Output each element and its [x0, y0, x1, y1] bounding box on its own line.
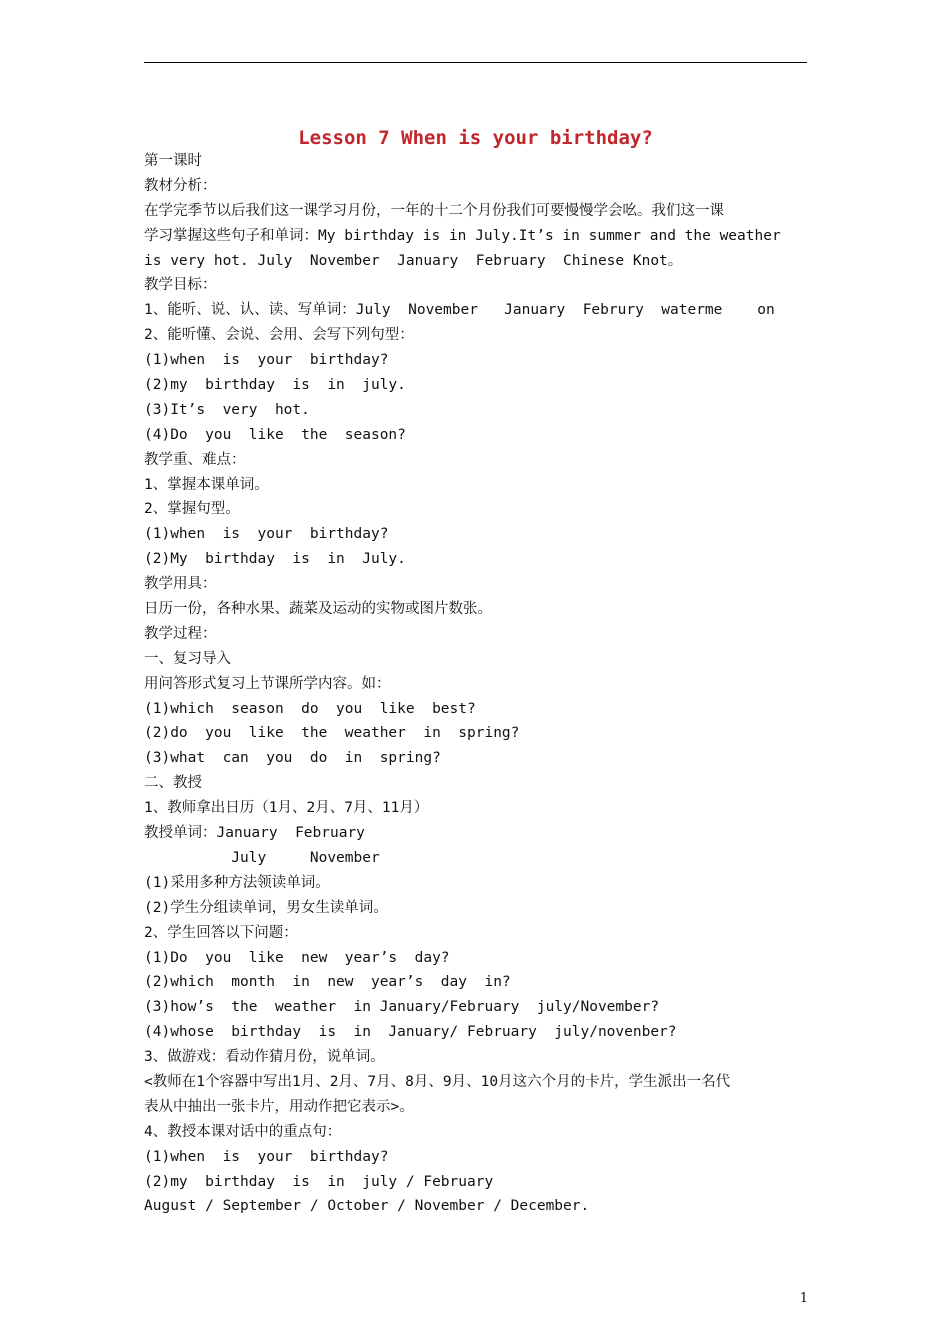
- text-line: 2、能听懂、会说、会用、会写下列句型：: [144, 327, 414, 344]
- text-line: 第一课时: [144, 153, 202, 169]
- text-line: 一、复习导入: [144, 650, 231, 667]
- text-line: (1)which season do you like best?: [144, 700, 476, 717]
- text-line: 教学重、难点：: [144, 451, 246, 468]
- text-line: (1)when is your birthday?: [144, 352, 389, 369]
- text-line: (2)学生分组读单词，男女生读单词。: [144, 899, 388, 916]
- text-line: August / September / October / November / December.: [144, 1198, 590, 1215]
- text-line: (2)my birthday is in july.: [144, 377, 406, 394]
- text-line: 1、教师拿出日历（1月、2月、7月、11月）: [144, 800, 429, 817]
- text-line: (1)when is your birthday?: [144, 1148, 389, 1165]
- lesson-body: [144, 149, 807, 1219]
- text-line: 教材分析：: [144, 177, 217, 194]
- text-line: 教学目标：: [144, 277, 217, 294]
- text-line: 在学完季节以后我们这一课学习月份，一年的十二个月份我们可要慢慢学会吆。我们这一课: [144, 202, 724, 219]
- text-line: (3)It’s very hot.: [144, 401, 310, 418]
- page-number: 1: [799, 1291, 808, 1306]
- text-line: 2、学生回答以下问题：: [144, 924, 298, 941]
- text-line: (2)my birthday is in july / February: [144, 1173, 494, 1190]
- text-line: 1、掌握本课单词。: [144, 476, 269, 493]
- text-line: (1)when is your birthday?: [144, 526, 389, 543]
- text-line: 2、掌握句型。: [144, 501, 240, 518]
- text-line: 日历一份，各种水果、蔬菜及运动的实物或图片数张。: [144, 601, 492, 618]
- text-line: 4、教授本课对话中的重点句：: [144, 1123, 342, 1140]
- text-line: (1)Do you like new year’s day?: [144, 949, 450, 966]
- text-line: is very hot. July November January February Chinese Knot。: [144, 252, 683, 269]
- text-line: (1)采用多种方法领读单词。: [144, 874, 330, 891]
- text-line: 表从中抽出一张卡片，用动作把它表示>。: [144, 1098, 414, 1115]
- header-rule: [144, 62, 807, 63]
- text-line: (2)do you like the weather in spring?: [144, 725, 520, 742]
- text-line: (4)whose birthday is in January/ February july/novenber?: [144, 1024, 677, 1041]
- text-line: (3)how’s the weather in January/February july/November?: [144, 999, 660, 1016]
- text-line: 教授单词：January February: [144, 825, 365, 842]
- text-line: <教师在1个容器中写出1月、2月、7月、8月、9月、10月这六个月的卡片，学生派出一名代: [144, 1073, 731, 1090]
- text-line: (3)what can you do in spring?: [144, 750, 441, 767]
- text-line: 用问答形式复习上节课所学内容。如：: [144, 675, 391, 692]
- text-line: 二、教授: [144, 775, 202, 792]
- text-line: 教学过程：: [144, 625, 217, 642]
- text-line: (4)Do you like the season?: [144, 426, 406, 443]
- text-line: 3、做游戏：看动作猜月份，说单词。: [144, 1049, 385, 1066]
- lesson-title: Lesson 7 When is your birthday?: [298, 127, 653, 149]
- text-line: 教学用具：: [144, 576, 217, 593]
- text-line: July November: [144, 849, 380, 866]
- text-line: 学习掌握这些句子和单词：My birthday is in July.It’s in summer and the weather: [144, 227, 781, 244]
- text-line: (2)My birthday is in July.: [144, 551, 406, 568]
- text-line: (2)which month in new year’s day in?: [144, 974, 511, 991]
- text-line: 1、能听、说、认、读、写单词：July November January Februry waterme on: [144, 302, 775, 319]
